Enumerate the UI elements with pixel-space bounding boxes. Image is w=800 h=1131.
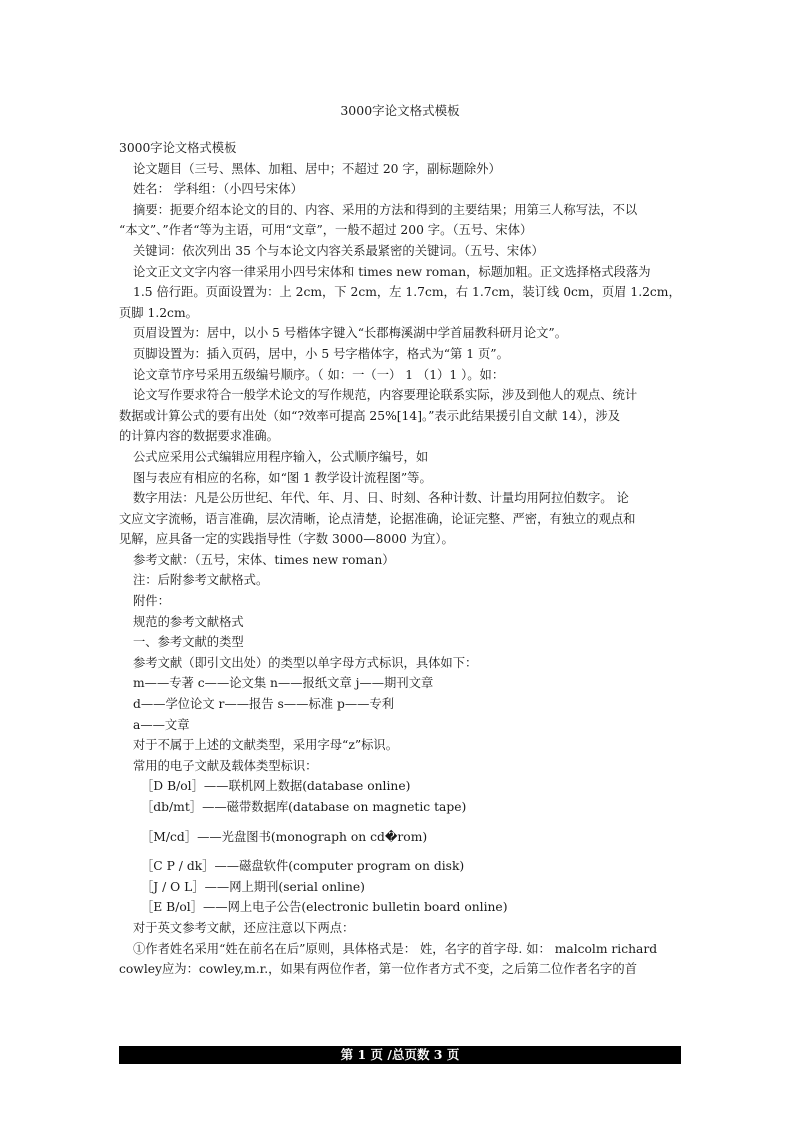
body-line: ［J / O L］——网上期刊(serial online) bbox=[141, 879, 365, 894]
body-line: 1.5 倍行距。页面设置为：上 2cm，下 2cm，左 1.7cm，右 1.7cm，装订线 0cm，页眉 1.2cm， bbox=[133, 285, 681, 300]
body-line: 参考文献：（五号，宋体、times new roman） bbox=[133, 552, 395, 567]
spacer bbox=[119, 847, 694, 856]
body-line: 页脚 1.2cm。 bbox=[119, 305, 198, 320]
page-footer: 第 1 页 /总页数 3 页 bbox=[119, 1046, 681, 1064]
body-line: ［C P / dk］——磁盘软件(computer program on disk) bbox=[141, 859, 465, 874]
body-line: 的计算内容的数据要求准确。 bbox=[119, 429, 279, 444]
body-line: 附件： bbox=[133, 594, 170, 609]
body-line: 数字用法：凡是公历世纪、年代、年、月、日、时刻、各种计数、计量均用阿拉伯数字。 论 bbox=[133, 491, 629, 506]
body-line: 文应文字流畅，语言准确，层次清晰，论点清楚，论据准确，论证完整、严密，有独立的观点和 bbox=[119, 511, 636, 526]
body-line: ［db/mt］——磁带数据库(database on magnetic tape) bbox=[141, 800, 467, 814]
body-line: “本文”、”作者“等为主语，可用“文章”，一般不超过 200 字。（五号、宋体） bbox=[119, 223, 533, 238]
body-line: 姓名： 学科组：（小四号宋体） bbox=[133, 182, 303, 197]
body-line: 对于英文参考文献，还应注意以下两点： bbox=[133, 920, 355, 935]
spacer bbox=[119, 818, 694, 827]
body-line: 论文题目（三号、黑体、加粗、居中；不超过 20 字，副标题除外） bbox=[133, 161, 501, 176]
body-line: ［E B/ol］——网上电子公告(electronic bulletin board online) bbox=[141, 900, 508, 915]
body-line: 规范的参考文献格式 bbox=[133, 614, 244, 629]
body-line: a——文章 bbox=[133, 717, 190, 732]
body-line: 常用的电子文献及载体类型标识： bbox=[133, 758, 318, 773]
document-body bbox=[119, 138, 694, 980]
document-title: 3000字论文格式模板 bbox=[340, 103, 460, 118]
body-line: 注：后附参考文献格式。 bbox=[133, 573, 269, 588]
body-line: 页眉设置为：居中，以小 5 号楷体字键入“长郡梅溪湖中学首届教科研月论文”。 bbox=[133, 326, 568, 341]
body-line: 一、参考文献的类型 bbox=[133, 635, 244, 650]
body-line: 对于不属于上述的文献类型，采用字母“z”标识。 bbox=[133, 738, 398, 753]
body-line: ①作者姓名采用“姓在前名在后”原则，具体格式是： 姓，名字的首字母. 如： malcolm richard bbox=[133, 941, 658, 956]
body-line: 参考文献（即引文出处）的类型以单字母方式标识，具体如下： bbox=[133, 655, 478, 670]
body-line: cowley应为：cowley,m.r.，如果有两位作者，第一位作者方式不变，之后第二位作者名字的首 bbox=[119, 962, 638, 977]
body-line: 论文正文文字内容一律采用小四号宋体和 times new roman，标题加粗。正文选择格式段落为 bbox=[133, 264, 651, 279]
body-line: 数据或计算公式的要有出处（如“?效率可提高 25%[14]。”表示此结果援引自文献 14），涉及 bbox=[119, 408, 621, 423]
body-line: 见解，应具备一定的实践指导性（字数 3000—8000 为宜）。 bbox=[119, 532, 454, 547]
body-line: 论文写作要求符合一般学术论文的写作规范，内容要理论联系实际，涉及到他人的观点、统计 bbox=[133, 388, 638, 403]
body-line: 页脚设置为：插入页码，居中，小 5 号字楷体字，格式为“第 1 页”。 bbox=[133, 346, 509, 361]
body-line: 公式应采用公式编辑应用程序输入，公式顺序编号，如 bbox=[133, 449, 429, 464]
body-line: 3000字论文格式模板 bbox=[119, 141, 237, 155]
body-line: 论文章节序号采用五级编号顺序。（ 如：一（一） 1 （1）1 ）。如： bbox=[133, 367, 505, 382]
body-line: m——专著 c——论文集 n——报纸文章 j——期刊文章 bbox=[133, 676, 434, 691]
body-line: 关键词：依次列出 35 个与本论文内容关系最紧密的关键词。（五号、宋体） bbox=[133, 243, 544, 258]
body-line: ［D B/ol］——联机网上数据(database online) bbox=[141, 779, 411, 794]
body-line: d——学位论文 r——报告 s——标准 p——专利 bbox=[133, 697, 395, 712]
body-line: ［M/cd］——光盘图书(monograph on cd�rom) bbox=[141, 829, 428, 844]
body-line: 图与表应有相应的名称，如“图 1 教学设计流程图”等。 bbox=[133, 470, 432, 485]
body-line: 摘要：扼要介绍本论文的目的、内容、采用的方法和得到的主要结果；用第三人称写法，不以 bbox=[133, 202, 638, 217]
